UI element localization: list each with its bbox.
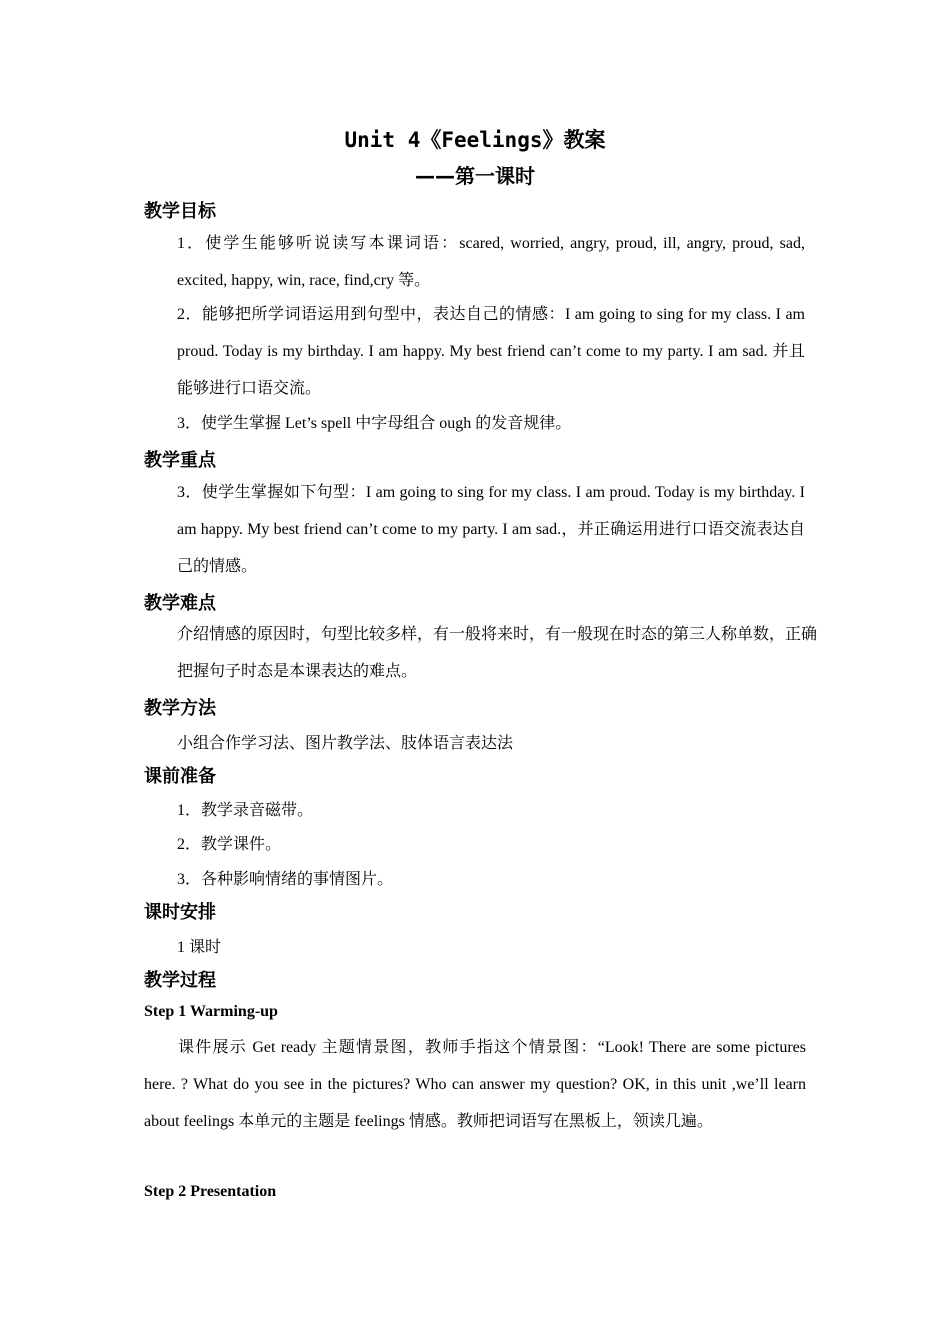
methods-text: 小组合作学习法、图片教学法、肢体语言表达法 xyxy=(177,735,514,752)
step1-title: Step 1 Warming-up xyxy=(144,1003,278,1020)
objective-item-3: 3．使学生掌握 Let’s spell 中字母组合 ough 的发音规律。 xyxy=(177,415,572,432)
document-title: Unit 4《Feelings》教案 xyxy=(344,128,606,152)
schedule-heading: 课时安排 xyxy=(144,902,216,923)
schedule-text: 1 课时 xyxy=(177,939,222,956)
difficulties-heading: 教学难点 xyxy=(144,593,216,614)
objectives-heading: 教学目标 xyxy=(144,201,216,222)
preparation-heading: 课前准备 xyxy=(144,766,216,787)
process-heading: 教学过程 xyxy=(144,970,216,991)
key-points-heading: 教学重点 xyxy=(144,450,216,471)
methods-heading: 教学方法 xyxy=(144,698,216,719)
step1-text: 课件展示 Get ready 主题情景图，教师手指这个情景图：“Look! There are some pictures here. ? What do you see in the pictures? Who can answer my question? OK, in this unit ,we’ll learn about feelings 本单元的主题是 feelings 情感。教师把词语写在黑板上，领读几遍。 xyxy=(144,1039,806,1130)
objective-item-1: 1．使学生能够听说读写本课词语：scared, worried, angry, proud, ill, angry, proud, sad, excited, happy, win, race, find,cry 等。 xyxy=(177,235,805,289)
step2-title: Step 2 Presentation xyxy=(144,1183,277,1200)
difficulties-text: 介绍情感的原因时，句型比较多样，有一般将来时，有一般现在时态的第三人称单数，正确把握句子时态是本课表达的难点。 xyxy=(177,626,818,680)
objective-item-2: 2．能够把所学词语运用到句型中，表达自己的情感：I am going to sing for my class. I am proud. Today is my birthday. I am happy. My best friend can’t come to my party. I am sad. 并且能够进行口语交流。 xyxy=(177,306,805,397)
document-subtitle: ——第一课时 xyxy=(415,164,535,188)
preparation-item-1: 1．教学录音磁带。 xyxy=(177,802,314,819)
key-point-item-1: 3．使学生掌握如下句型：I am going to sing for my class. I am proud. Today is my birthday. I am happy. My best friend can’t come to my party. I am sad.，并正确运用进行口语交流表达自己的情感。 xyxy=(177,484,805,575)
preparation-item-2: 2．教学课件。 xyxy=(177,836,282,853)
preparation-item-3: 3．各种影响情绪的事情图片。 xyxy=(177,871,394,888)
